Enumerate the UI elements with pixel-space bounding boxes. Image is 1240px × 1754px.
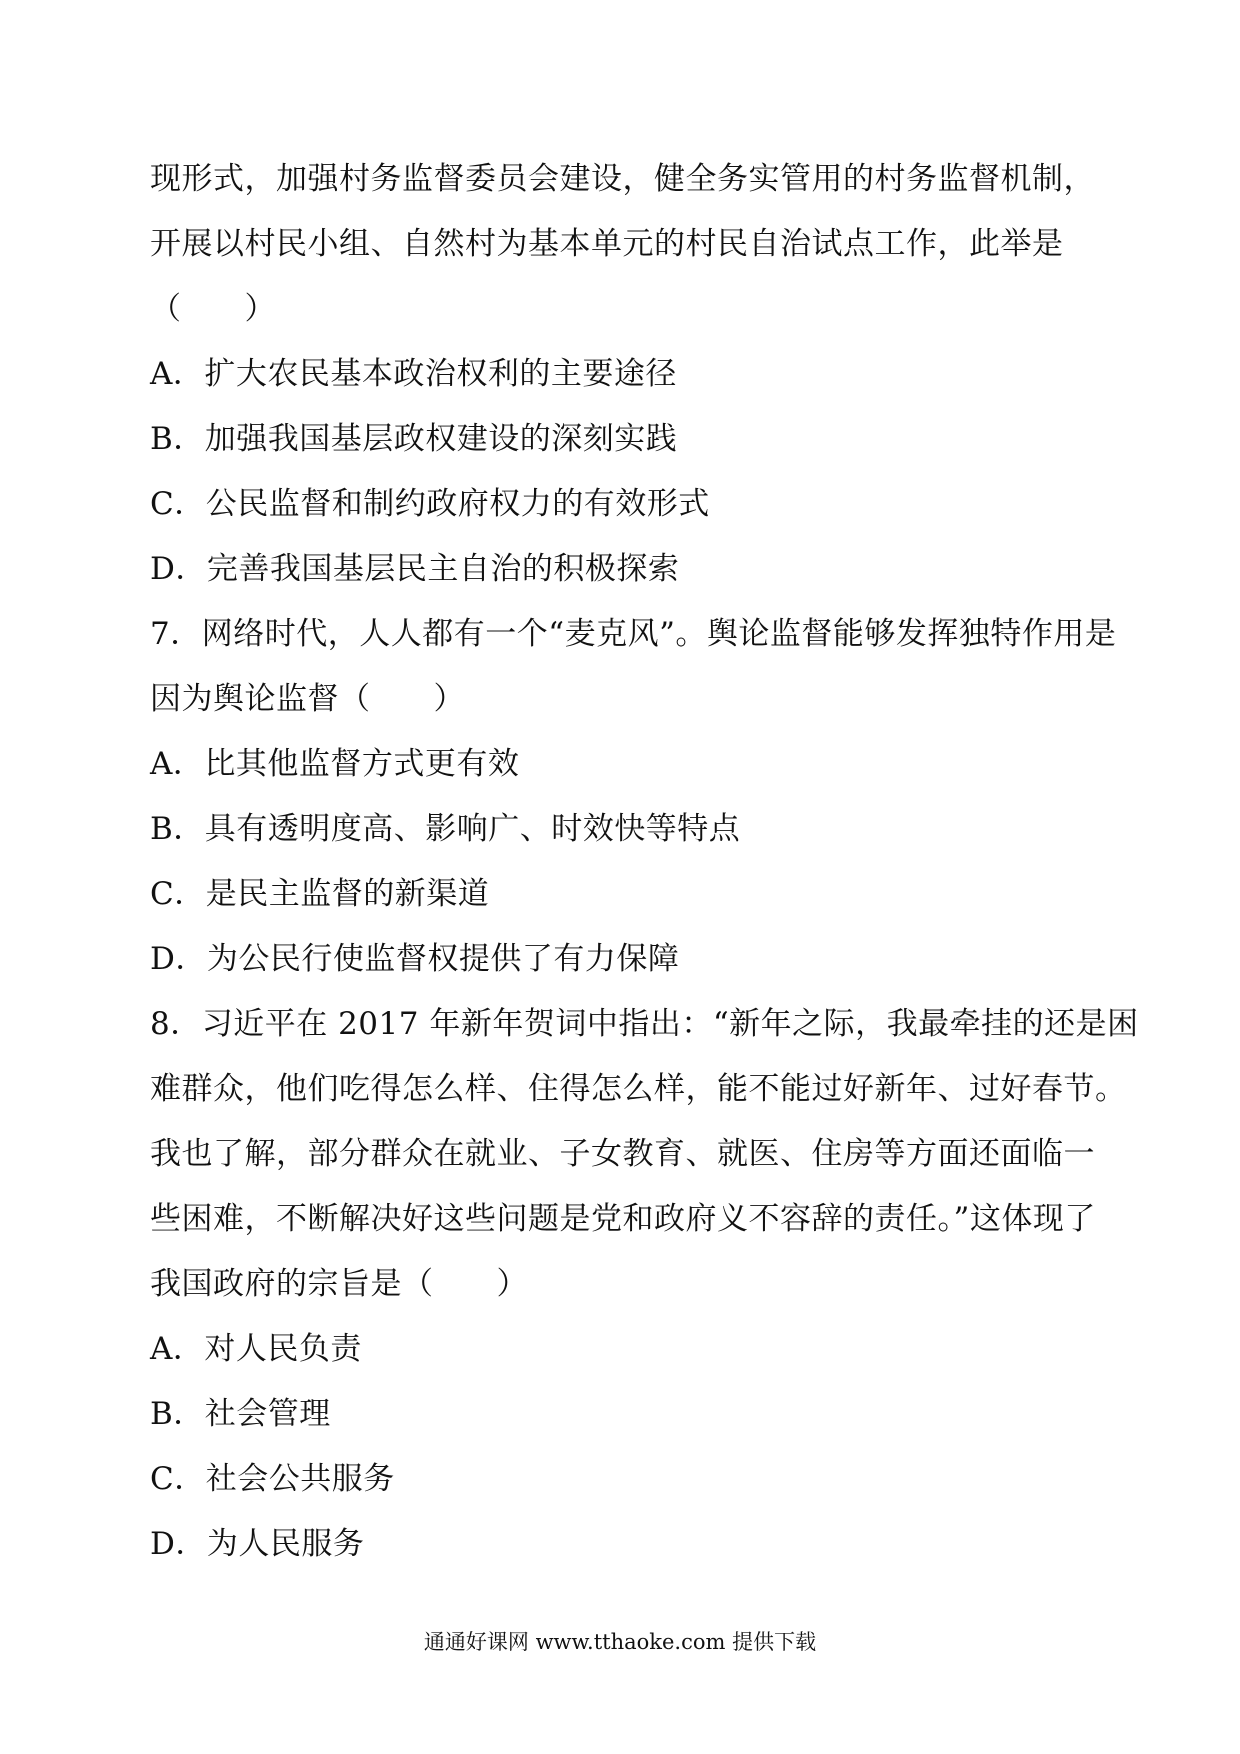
q8-option-a: A．对人民负责 bbox=[150, 1331, 362, 1367]
q8-stem-line-4: 些困难，不断解决好这些问题是党和政府义不容辞的责任。”这体现了 bbox=[150, 1201, 1096, 1237]
q7-option-b: B．具有透明度高、影响广、时效快等特点 bbox=[150, 811, 741, 847]
q7-option-a: A．比其他监督方式更有效 bbox=[150, 746, 520, 782]
q6-option-b: B．加强我国基层政权建设的深刻实践 bbox=[150, 421, 678, 457]
q8-option-b: B．社会管理 bbox=[150, 1396, 331, 1432]
q8-stem-line-3: 我也了解，部分群众在就业、子女教育、就医、住房等方面还面临一 bbox=[150, 1136, 1095, 1172]
q7-option-c: C．是民主监督的新渠道 bbox=[150, 876, 490, 912]
q6-option-d: D．完善我国基层民主自治的积极探索 bbox=[150, 551, 680, 587]
q8-stem-line-5: 我国政府的宗旨是（ ） bbox=[150, 1266, 528, 1302]
q8-stem-line-1: 8．习近平在 2017 年新年贺词中指出：“新年之际，我最牵挂的还是困 bbox=[150, 1006, 1139, 1042]
q6-stem-line-1: 现形式，加强村务监督委员会建设，健全务实管用的村务监督机制， bbox=[150, 161, 1095, 197]
q8-stem-line-2: 难群众，他们吃得怎么样、住得怎么样，能不能过好新年、过好春节。 bbox=[150, 1071, 1127, 1107]
q7-option-d: D．为公民行使监督权提供了有力保障 bbox=[150, 941, 680, 977]
q6-stem-line-2: 开展以村民小组、自然村为基本单元的村民自治试点工作，此举是 bbox=[150, 226, 1064, 262]
q7-stem-line-2: 因为舆论监督（ ） bbox=[150, 681, 465, 717]
q8-option-c: C．社会公共服务 bbox=[150, 1461, 395, 1497]
q7-stem-line-1: 7．网络时代，人人都有一个“麦克风”。舆论监督能够发挥独特作用是 bbox=[150, 616, 1117, 652]
q6-stem-line-3: （ ） bbox=[150, 291, 276, 327]
q6-option-a: A．扩大农民基本政治权利的主要途径 bbox=[150, 356, 677, 392]
q6-option-c: C．公民监督和制约政府权力的有效形式 bbox=[150, 486, 710, 522]
page-footer: 通通好课网 www.tthaoke.com 提供下载 bbox=[423, 1630, 817, 1654]
q8-option-d: D．为人民服务 bbox=[150, 1526, 365, 1562]
